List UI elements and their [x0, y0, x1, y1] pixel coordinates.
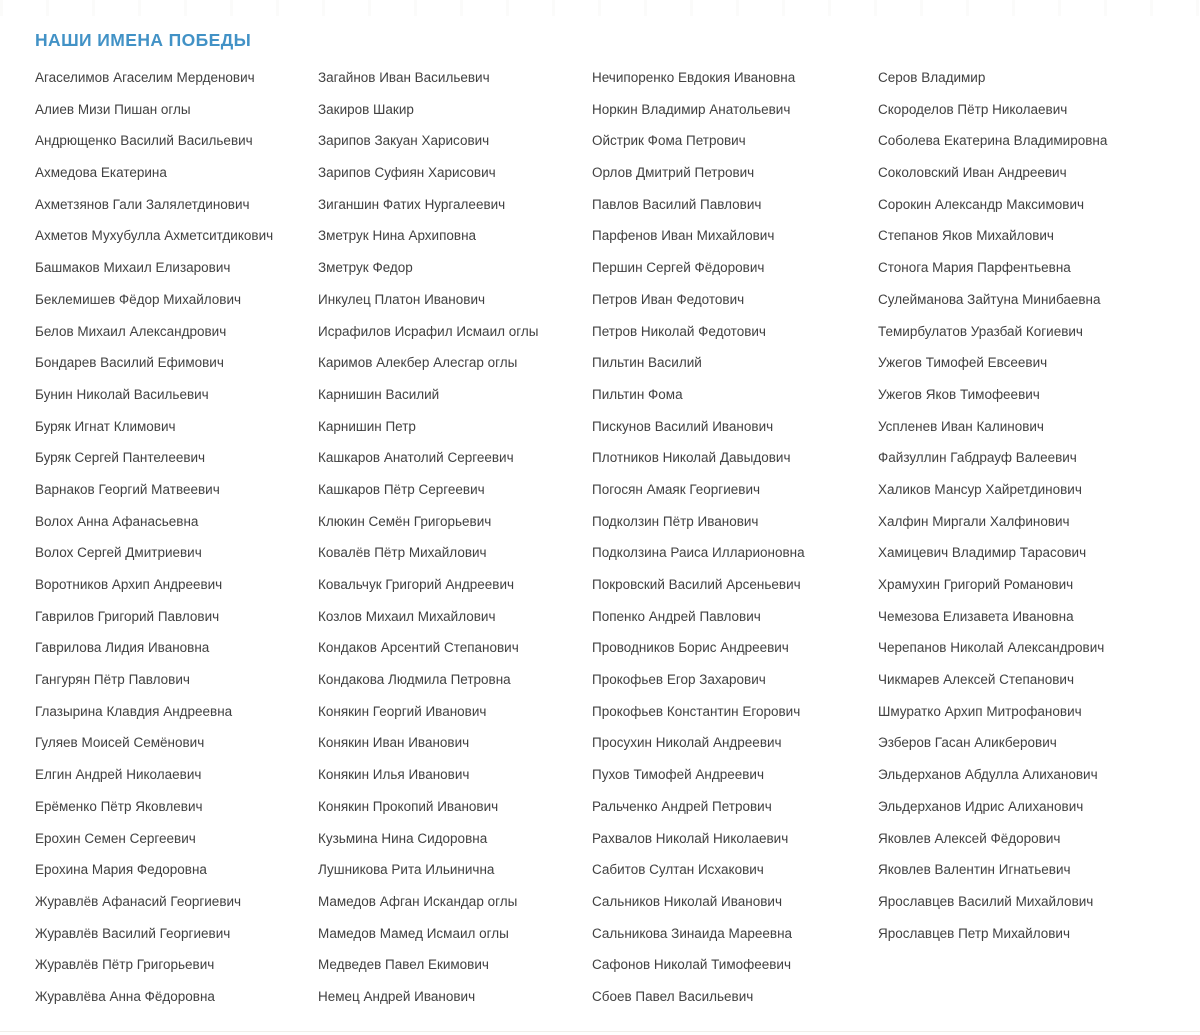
name-list-item[interactable]: Лушникова Рита Ильинична: [318, 862, 495, 878]
name-list-item[interactable]: Петров Иван Федотович: [592, 291, 745, 307]
name-list-item[interactable]: Орлов Дмитрий Петрович: [592, 165, 755, 181]
name-list-item[interactable]: Ковальчук Григорий Андреевич: [318, 577, 515, 592]
name-list-item[interactable]: Журавлёв Пётр Григорьевич: [35, 957, 215, 973]
name-list-item[interactable]: Павлов Василий Павлович: [592, 196, 762, 212]
name-list-item[interactable]: Глазырина Клавдия Андреевна: [35, 703, 233, 719]
name-list-item[interactable]: Кондаков Арсентий Степанович: [318, 640, 519, 656]
name-list-item[interactable]: Башмаков Михаил Елизарович: [35, 260, 231, 276]
name-list-item[interactable]: Степанов Яков Михайлович: [878, 228, 1054, 244]
name-list-item[interactable]: Яковлев Алексей Фёдорович: [878, 830, 1061, 846]
name-list-item[interactable]: Халфин Миргали Халфинович: [878, 513, 1070, 529]
name-list-item[interactable]: Кондакова Людмила Петровна: [318, 672, 511, 688]
name-list-item[interactable]: Воротников Архип Андреевич: [35, 577, 223, 592]
name-list-item[interactable]: Гангурян Пётр Павлович: [35, 672, 190, 688]
name-list-item[interactable]: Эзберов Гасан Аликберович: [878, 735, 1057, 751]
name-list-item[interactable]: Ужегов Яков Тимофеевич: [878, 386, 1040, 402]
name-list-item[interactable]: Ральченко Андрей Петрович: [592, 798, 772, 814]
name-list-item[interactable]: Ярославцев Петр Михайлович: [878, 925, 1071, 941]
names-list: [35, 62, 1185, 1013]
name-list-item[interactable]: Ахмедова Екатерина: [35, 165, 167, 181]
name-list-item[interactable]: Мамедов Афган Искандар оглы: [318, 893, 518, 909]
name-list-item[interactable]: Сальникова Зинаида Мареевна: [592, 925, 793, 941]
name-list-item[interactable]: Елгин Андрей Николаевич: [35, 767, 202, 783]
name-list-item[interactable]: Закиров Шакир: [318, 101, 414, 117]
name-list-item[interactable]: Ерёменко Пётр Яковлевич: [35, 798, 203, 814]
name-list-item[interactable]: Сафонов Николай Тимофеевич: [592, 957, 791, 973]
name-list-item[interactable]: Беклемишев Фёдор Михайлович: [35, 291, 242, 307]
name-list-item[interactable]: Ойстрик Фома Петрович: [592, 133, 746, 149]
name-list-item[interactable]: Загайнов Иван Васильевич: [318, 70, 490, 85]
names-column-1: [35, 62, 318, 1013]
name-list-item[interactable]: Волох Сергей Дмитриевич: [35, 545, 202, 561]
names-column-3: [592, 62, 878, 1013]
name-list-item[interactable]: Медведев Павел Екимович: [318, 957, 489, 973]
name-list-item[interactable]: Мамедов Мамед Исмаил оглы: [318, 925, 509, 941]
name-list-item[interactable]: Инкулец Платон Иванович: [318, 291, 486, 307]
name-list-item[interactable]: Темирбулатов Уразбай Когиевич: [878, 323, 1083, 339]
name-list-item[interactable]: Клюкин Семён Григорьевич: [318, 513, 492, 529]
name-list-item[interactable]: Ярославцев Василий Михайлович: [878, 893, 1094, 909]
name-list-item[interactable]: Журавлёв Василий Георгиевич: [35, 925, 231, 941]
name-list-item[interactable]: Ковалёв Пётр Михайлович: [318, 545, 487, 561]
name-list-item[interactable]: Зарипов Суфиян Харисович: [318, 165, 496, 181]
name-list-item[interactable]: Журавлёва Анна Фёдоровна: [35, 988, 215, 1004]
name-list-item[interactable]: Исрафилов Исрафил Исмаил оглы: [318, 323, 539, 339]
name-list-item[interactable]: Эльдерханов Абдулла Алиханович: [878, 767, 1098, 783]
name-list-item[interactable]: Шмуратко Архип Митрофанович: [878, 703, 1082, 719]
names-column-2: [318, 62, 592, 1013]
name-list-item[interactable]: Каримов Алекбер Алесгар оглы: [318, 355, 518, 371]
name-list-item[interactable]: Сорокин Александр Максимович: [878, 196, 1085, 212]
name-list-item[interactable]: Пильтин Фома: [592, 386, 683, 402]
name-list-item[interactable]: Ахметов Мухубулла Ахметситдикович: [35, 228, 274, 244]
name-list-item[interactable]: Зметрук Нина Архиповна: [318, 228, 477, 244]
name-list-item[interactable]: Конякин Иван Иванович: [318, 735, 470, 751]
name-list-item[interactable]: Нечипоренко Евдокия Ивановна: [592, 70, 796, 85]
name-list-item[interactable]: Конякин Илья Иванович: [318, 767, 470, 783]
name-list-item[interactable]: Просухин Николай Андреевич: [592, 735, 782, 751]
name-list-item[interactable]: Успленев Иван Калинович: [878, 418, 1044, 434]
name-list-item[interactable]: Сбоев Павел Васильевич: [592, 988, 754, 1004]
name-list-item[interactable]: Скороделов Пётр Николаевич: [878, 101, 1068, 117]
name-list-item[interactable]: Ахметзянов Гали Залялетдинович: [35, 196, 250, 212]
name-list-item[interactable]: Карнишин Василий: [318, 386, 440, 402]
name-list-item[interactable]: Покровский Василий Арсеньевич: [592, 577, 801, 592]
name-list-item[interactable]: Немец Андрей Иванович: [318, 988, 476, 1004]
name-list-item[interactable]: Ерохина Мария Федоровна: [35, 862, 207, 878]
name-list-item[interactable]: Погосян Амаяк Георгиевич: [592, 481, 761, 497]
name-list-item[interactable]: Подколзин Пётр Иванович: [592, 513, 759, 529]
name-list-item[interactable]: Халиков Мансур Хайретдинович: [878, 481, 1082, 497]
name-list-item[interactable]: Андрющенко Василий Васильевич: [35, 133, 253, 149]
name-list-item[interactable]: Прокофьев Егор Захарович: [592, 672, 766, 688]
name-list-item[interactable]: Норкин Владимир Анатольевич: [592, 101, 791, 117]
name-list-item[interactable]: Соколовский Иван Андреевич: [878, 165, 1067, 181]
name-list-item[interactable]: Сабитов Султан Исхакович: [592, 862, 764, 878]
page-title: НАШИ ИМЕНА ПОБЕДЫ: [35, 30, 252, 50]
name-list-item[interactable]: Першин Сергей Фёдорович: [592, 260, 765, 276]
name-list-item[interactable]: Журавлёв Афанасий Георгиевич: [35, 893, 242, 909]
name-list-item[interactable]: Буряк Игнат Климович: [35, 418, 176, 434]
name-list-item[interactable]: Гаврилова Лидия Ивановна: [35, 640, 210, 656]
names-column-4: [878, 62, 1178, 949]
name-list-item[interactable]: Кашкаров Анатолий Сергеевич: [318, 450, 514, 466]
name-list-item[interactable]: Конякин Георгий Иванович: [318, 703, 487, 719]
name-list-item[interactable]: Ужегов Тимофей Евсеевич: [878, 355, 1048, 371]
name-list-item[interactable]: Бондарев Василий Ефимович: [35, 355, 224, 371]
name-list-item[interactable]: Стонога Мария Парфентьевна: [878, 260, 1071, 276]
bottom-edge-cropped-line: [0, 1031, 1200, 1032]
name-list-item[interactable]: Храмухин Григорий Романович: [878, 577, 1074, 592]
name-list-item[interactable]: Ерохин Семен Сергеевич: [35, 830, 196, 846]
name-list-item[interactable]: Сальников Николай Иванович: [592, 893, 782, 909]
name-list-item[interactable]: Зарипов Закуан Харисович: [318, 133, 490, 149]
name-list-item[interactable]: Варнаков Георгий Матвеевич: [35, 481, 220, 497]
name-list-item[interactable]: Проводников Борис Андреевич: [592, 640, 789, 656]
name-list-item[interactable]: Козлов Михаил Михайлович: [318, 608, 496, 624]
name-list-item[interactable]: Петров Николай Федотович: [592, 323, 766, 339]
name-list-item[interactable]: Кузьмина Нина Сидоровна: [318, 830, 488, 846]
name-list-item[interactable]: Пильтин Василий: [592, 355, 702, 371]
name-list-item[interactable]: Зметрук Федор: [318, 260, 413, 276]
name-list-item[interactable]: Хамицевич Владимир Тарасович: [878, 545, 1087, 561]
name-list-item[interactable]: Гаврилов Григорий Павлович: [35, 608, 220, 624]
name-list-item[interactable]: Рахвалов Николай Николаевич: [592, 830, 789, 846]
name-list-item[interactable]: Конякин Прокопий Иванович: [318, 798, 499, 814]
name-list-item[interactable]: Бунин Николай Васильевич: [35, 386, 209, 402]
name-list-item[interactable]: Сулейманова Зайтуна Минибаевна: [878, 291, 1101, 307]
name-list-item[interactable]: Волох Анна Афанасьевна: [35, 513, 199, 529]
name-list-item[interactable]: Буряк Сергей Пантелеевич: [35, 450, 206, 466]
name-list-item[interactable]: Гуляев Моисей Семёнович: [35, 735, 205, 751]
name-list-item[interactable]: Чемезова Елизавета Ивановна: [878, 608, 1074, 624]
name-list-item[interactable]: Серов Владимир: [878, 70, 986, 85]
name-list-item[interactable]: Подколзина Раиса Илларионовна: [592, 545, 805, 561]
name-list-item[interactable]: Эльдерханов Идрис Алиханович: [878, 798, 1084, 814]
name-list-item[interactable]: Парфенов Иван Михайлович: [592, 228, 775, 244]
name-list-item[interactable]: Пискунов Василий Иванович: [592, 418, 774, 434]
name-list-item[interactable]: Белов Михаил Александрович: [35, 323, 227, 339]
name-list-item[interactable]: Пухов Тимофей Андреевич: [592, 767, 764, 783]
name-list-item[interactable]: Агаселимов Агаселим Мерденович: [35, 70, 255, 85]
name-list-item[interactable]: Кашкаров Пётр Сергеевич: [318, 481, 485, 497]
name-list-item[interactable]: Попенко Андрей Павлович: [592, 608, 761, 624]
name-list-item[interactable]: Плотников Николай Давыдович: [592, 450, 791, 466]
name-list-item[interactable]: Соболева Екатерина Владимировна: [878, 133, 1108, 149]
name-list-item[interactable]: Зиганшин Фатих Нургалеевич: [318, 196, 506, 212]
name-list-item[interactable]: Яковлев Валентин Игнатьевич: [878, 862, 1071, 878]
name-list-item[interactable]: Прокофьев Константин Егорович: [592, 703, 801, 719]
name-list-item[interactable]: Черепанов Николай Александрович: [878, 640, 1105, 656]
name-list-item[interactable]: Чикмарев Алексей Степанович: [878, 672, 1074, 688]
name-list-item[interactable]: Карнишин Петр: [318, 418, 416, 434]
name-list-item[interactable]: Файзуллин Габдрауф Валеевич: [878, 450, 1077, 466]
name-list-item[interactable]: Алиев Мизи Пишан оглы: [35, 101, 191, 117]
